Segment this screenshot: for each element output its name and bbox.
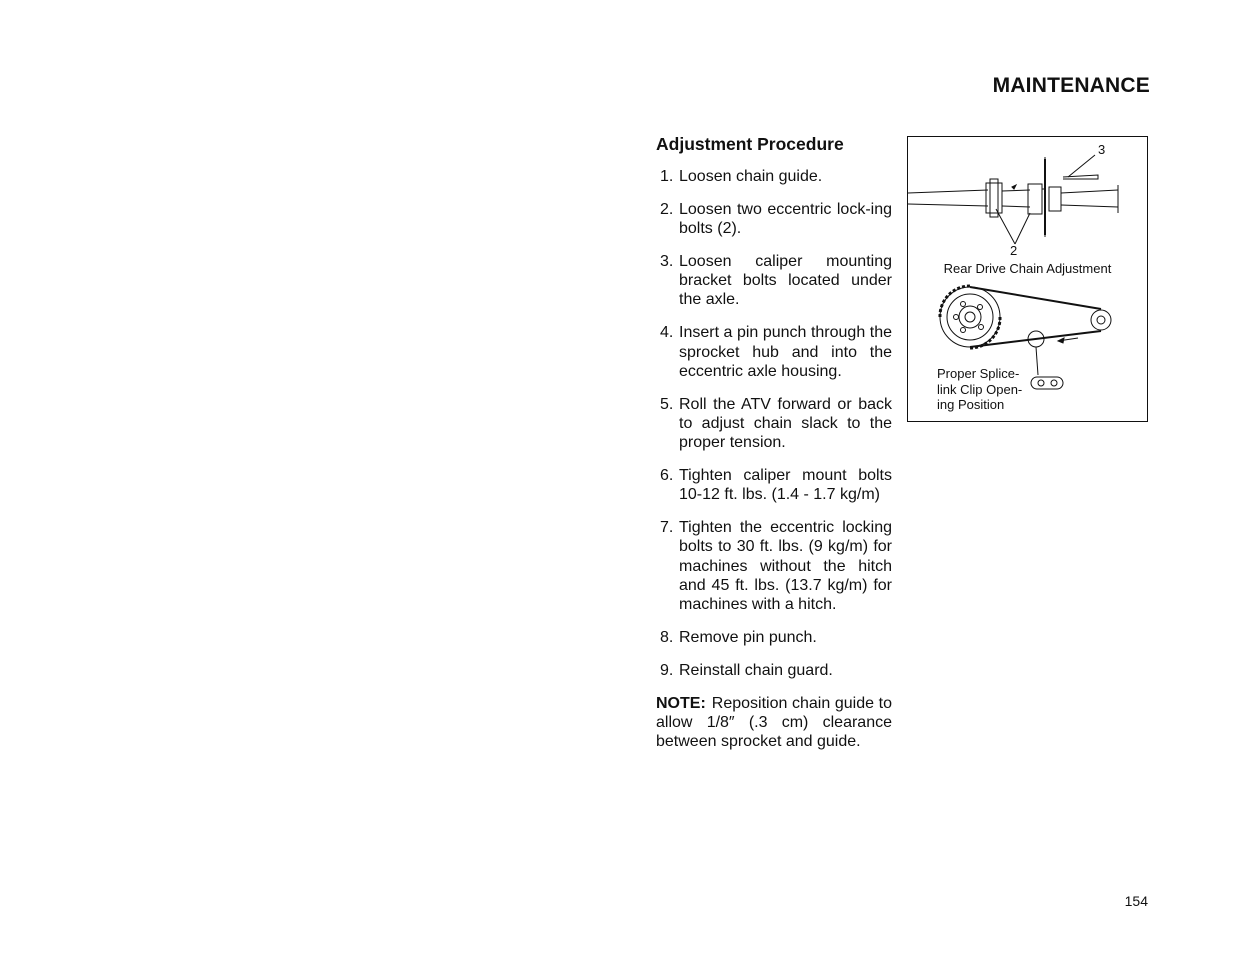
step-number: 8. — [660, 629, 674, 647]
step-number: 4. — [660, 324, 674, 342]
procedure-step — [656, 661, 892, 680]
figure-caption: Rear Drive Chain Adjustment — [943, 261, 1112, 276]
procedure-step — [656, 323, 892, 381]
splice-label-line: Proper Splice- — [937, 366, 1020, 381]
step-text: Roll the ATV forward or back to adjust chain slack to the proper tension. — [679, 395, 892, 452]
callout-3: 3 — [1098, 142, 1106, 157]
procedure-step — [656, 518, 892, 614]
step-text: Remove pin punch. — [679, 629, 817, 647]
step-number: 9. — [660, 661, 674, 679]
splice-label-line: link Clip Open- — [937, 381, 1023, 397]
step-number: 1. — [660, 168, 674, 185]
step-text: Loosen chain guide. — [679, 168, 823, 185]
step-number: 7. — [660, 519, 674, 537]
splice-label-line: ing Position — [937, 397, 1005, 413]
callout-2: 2 — [1010, 243, 1018, 258]
step-text: Loosen caliper mounting bracket bolts located under the axle. — [679, 252, 892, 309]
step-number: 5. — [660, 395, 674, 413]
step-number: 3. — [660, 252, 674, 270]
axle-drawing — [908, 157, 1118, 237]
step-text: Tighten caliper mount bolts 10-12 ft. lbs. (1.4 - 1.7 kg/m) — [679, 467, 892, 504]
procedure-step — [656, 200, 892, 239]
note-text: Reposition chain guide to allow 1/8″ (.3 cm) clearance between sprocket and guide. — [656, 694, 892, 751]
page-number: 154 — [1124, 893, 1148, 909]
procedure-step — [656, 167, 892, 186]
step-text: Tighten the eccentric locking bolts to 30 ft. lbs. (9 kg/m) for machines without the hitch and 45 ft. lbs. (13.7 kg/m) for machines with a hitch. — [679, 519, 892, 614]
note-paragraph — [656, 694, 892, 752]
splice-link-label — [937, 366, 1037, 413]
step-text: Loosen two eccentric lock-ing bolts (2). — [679, 200, 892, 238]
procedure-step — [656, 395, 892, 453]
step-text: Insert a pin punch through the sprocket hub and into the eccentric axle housing. — [679, 324, 892, 380]
callout-3-leader — [1068, 155, 1095, 177]
step-number: 2. — [660, 200, 674, 218]
chain-adjustment-figure — [907, 136, 1148, 422]
procedure-step — [656, 466, 892, 505]
note-label: NOTE: — [656, 694, 706, 712]
procedure-steps — [656, 167, 892, 680]
procedure-step — [656, 252, 892, 310]
step-number: 6. — [660, 467, 674, 485]
callout-2-leaders — [996, 209, 1030, 244]
procedure-column — [656, 134, 892, 752]
section-title: MAINTENANCE — [992, 74, 1150, 97]
procedure-step — [656, 628, 892, 647]
procedure-title: Adjustment Procedure — [656, 134, 844, 154]
step-text: Reinstall chain guard. — [679, 661, 833, 679]
